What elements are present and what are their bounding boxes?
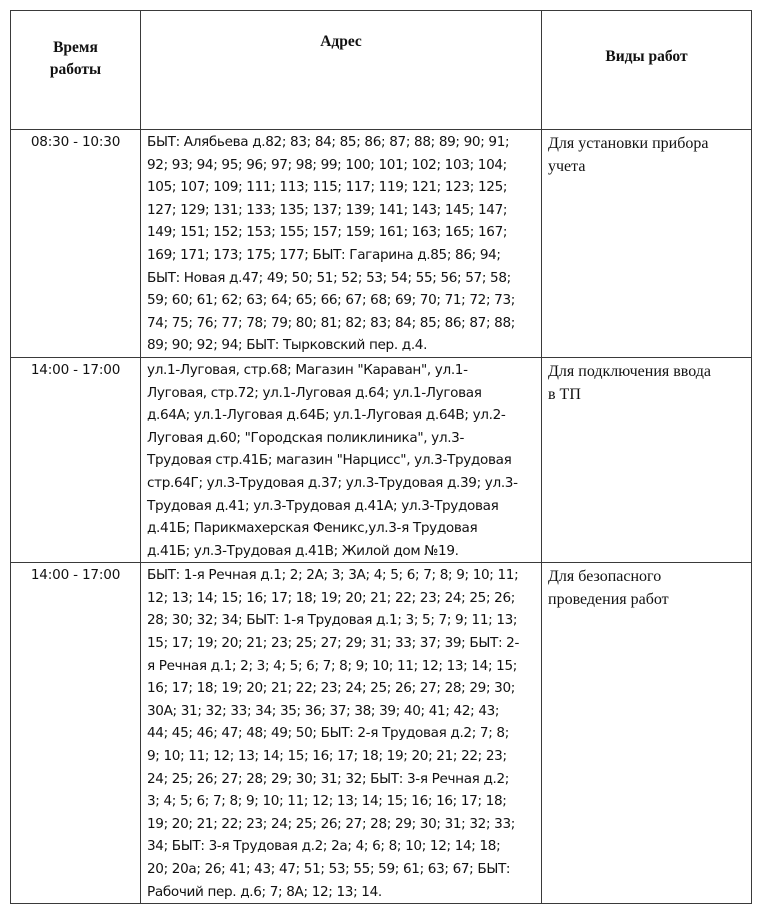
cell-time: 08:30 - 10:30 — [11, 130, 141, 358]
address-line: БЫТ: 1-я Речная д.1; 2; 2А; 3; 3А; 4; 5; 6; 7; 8; 9; 10; 11; — [147, 567, 519, 584]
address-line: Луговая, стр.72; ул.1-Луговая д.64; ул.1-Луговая — [147, 384, 482, 401]
work-type-line: Для подключения ввода — [548, 362, 712, 380]
address-line: 89; 90; 92; 94; БЫТ: Тырковский пер. д.4. — [147, 337, 428, 354]
cell-address — [141, 130, 542, 358]
cell-work-type — [542, 357, 752, 562]
work-type-line: проведения работ — [548, 591, 669, 609]
address-line: д.64А; ул.1-Луговая д.64Б; ул.1-Луговая д.64В; ул.2- — [147, 407, 506, 424]
address-line: 44; 45; 46; 47; 48; 49; 50; БЫТ: 2-я Трудовая д.2; 7; 8; — [147, 725, 509, 742]
table-row — [11, 357, 752, 562]
address-line: 34; БЫТ: 3-я Трудовая д.2; 2а; 4; 6; 8; 10; 12; 14; 18; — [147, 838, 501, 855]
header-time — [11, 11, 141, 130]
table-row — [11, 563, 752, 904]
outage-schedule-table — [10, 10, 752, 904]
address-line: 19; 20; 21; 22; 23; 24; 25; 26; 27; 28; 29; 30; 31; 32; 33; — [147, 815, 516, 832]
address-line: Рабочий пер. д.6; 7; 8А; 12; 13; 14. — [147, 883, 382, 900]
address-line: 59; 60; 61; 62; 63; 64; 65; 66; 67; 68; 69; 70; 71; 72; 73; — [147, 292, 516, 309]
address-line: 3; 4; 5; 6; 7; 8; 9; 10; 11; 12; 13; 14; 15; 16; 16; 17; 18; — [147, 793, 507, 810]
address-line: 24; 25; 26; 27; 28; 29; 30; 31; 32; БЫТ: 3-я Речная д.2; — [147, 770, 510, 787]
header-time-line1: Время — [53, 39, 98, 56]
header-row — [11, 11, 752, 130]
cell-work-type — [542, 563, 752, 904]
header-address: Адрес — [141, 11, 542, 130]
work-type-line: Для безопасного — [548, 568, 662, 586]
cell-work-type — [542, 130, 752, 358]
cell-address — [141, 357, 542, 562]
address-line: БЫТ: Новая д.47; 49; 50; 51; 52; 53; 54; 55; 56; 57; 58; — [147, 269, 511, 286]
table-row — [11, 130, 752, 358]
address-line: 30А; 31; 32; 33; 34; 35; 36; 37; 38; 39; 40; 41; 42; 43; — [147, 702, 500, 719]
header-time-line2: работы — [49, 61, 102, 78]
address-line: Трудовая д.41; ул.3-Трудовая д.41А; ул.3-Трудовая — [147, 497, 499, 514]
work-type-line: учета — [548, 158, 586, 175]
address-line: 20; 20а; 26; 41; 43; 47; 51; 53; 55; 59; 61; 63; 67; БЫТ: — [147, 861, 511, 877]
work-type-line: Для установки прибора — [548, 135, 709, 152]
cell-time: 14:00 - 17:00 — [11, 563, 141, 904]
cell-address — [141, 563, 542, 904]
address-line: д.41Б; Парикмахерская Феникс,ул.3-я Трудовая — [147, 520, 478, 537]
address-line: 28; 30; 32; 34; БЫТ: 1-я Трудовая д.1; 3; 5; 7; 9; 11; 13; — [147, 612, 518, 629]
address-line: 15; 17; 19; 20; 21; 23; 25; 27; 29; 31; 33; 37; 39; БЫТ: 2- — [147, 635, 520, 652]
header-work-type: Виды работ — [542, 11, 752, 130]
address-line: 169; 171; 173; 175; 177; БЫТ: Гагарина д.85; 86; 94; — [147, 246, 501, 263]
address-line: 12; 13; 14; 15; 16; 17; 18; 19; 20; 21; 22; 23; 24; 25; 26; — [147, 589, 516, 606]
address-line: д.41Б; ул.3-Трудовая д.41В; Жилой дом №19. — [147, 542, 459, 559]
address-line: ул.1-Луговая, стр.68; Магазин "Караван", ул.1- — [147, 361, 468, 378]
address-line: 127; 129; 131; 133; 135; 137; 139; 141; 143; 145; 147; — [147, 201, 508, 218]
cell-time: 14:00 - 17:00 — [11, 357, 141, 562]
address-line: Трудовая стр.41Б; магазин "Нарцисс", ул.3-Трудовая — [147, 452, 512, 469]
address-line: 105; 107; 109; 111; 113; 115; 117; 119; 121; 123; 125; — [147, 179, 508, 196]
address-line: 74; 75; 76; 77; 78; 79; 80; 81; 82; 83; 84; 85; 86; 87; 88; — [147, 314, 516, 331]
address-line: стр.64Г; ул.3-Трудовая д.37; ул.3-Трудовая д.39; ул.3- — [147, 474, 518, 491]
address-line: я Речная д.1; 2; 3; 4; 5; 6; 7; 8; 9; 10; 11; 12; 13; 14; 15; — [147, 657, 517, 674]
address-line: 9; 10; 11; 12; 13; 14; 15; 16; 17; 18; 19; 20; 21; 22; 23; — [147, 748, 507, 765]
address-line: 149; 151; 152; 153; 155; 157; 159; 161; 163; 165; 167; — [147, 224, 508, 241]
address-line: 92; 93; 94; 95; 96; 97; 98; 99; 100; 101; 102; 103; 104; — [147, 156, 507, 173]
address-line: 16; 17; 18; 19; 20; 21; 22; 23; 24; 25; 26; 27; 28; 29; 30; — [147, 680, 516, 697]
address-line: БЫТ: Алябьева д.82; 83; 84; 85; 86; 87; 88; 89; 90; 91; — [147, 134, 510, 150]
work-type-line: в ТП — [548, 385, 581, 403]
address-line: Луговая д.60; "Городская поликлиника", ул.3- — [147, 429, 465, 446]
